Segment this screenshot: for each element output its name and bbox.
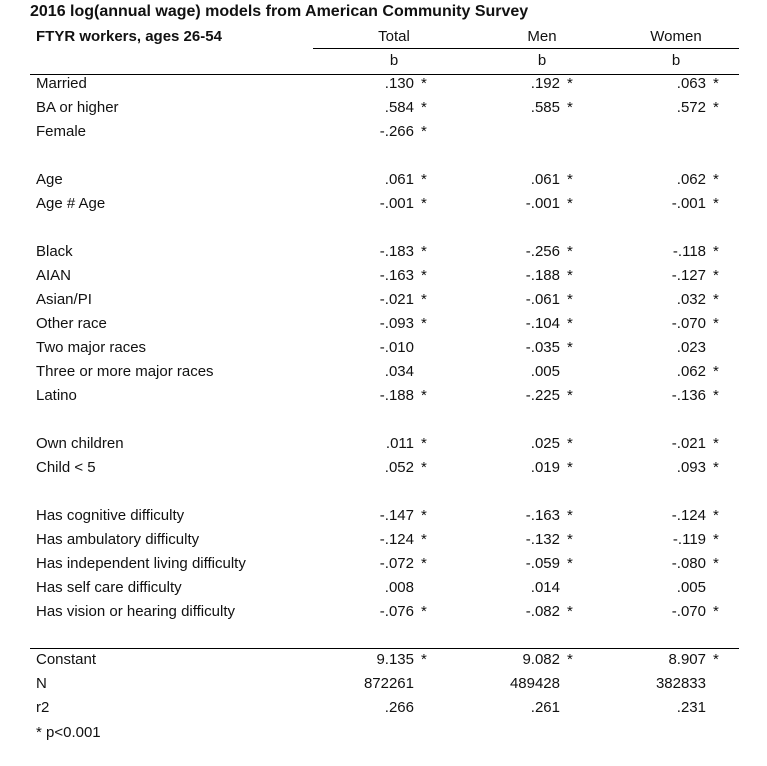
- cell-coefficient: -.001: [525, 195, 560, 212]
- cell-coefficient: 9.082: [522, 651, 560, 668]
- row-label: Child < 5: [36, 459, 96, 476]
- cell-coefficient: -.021: [671, 435, 706, 452]
- table-row: [0, 507, 767, 531]
- header-rule: [313, 48, 739, 49]
- table-row: [0, 171, 767, 195]
- table-row: [0, 291, 767, 315]
- cell-coefficient: 872261: [363, 675, 414, 692]
- cell-coefficient: .231: [676, 699, 706, 716]
- cell-coefficient: .093: [676, 459, 706, 476]
- cell-significance-star: *: [713, 531, 719, 548]
- cell-significance-star: *: [421, 315, 427, 332]
- table-row: [0, 315, 767, 339]
- cell-coefficient: -.118: [672, 243, 706, 260]
- cell-significance-star: *: [713, 243, 719, 260]
- table-row: [0, 699, 767, 723]
- cell-coefficient: .062: [676, 171, 706, 188]
- row-label: Black: [36, 243, 73, 260]
- cell-coefficient: -.072: [379, 555, 414, 572]
- cell-coefficient: .019: [530, 459, 560, 476]
- cell-coefficient: -.082: [525, 603, 560, 620]
- cell-significance-star: *: [421, 267, 427, 284]
- cell-coefficient: .008: [384, 579, 414, 596]
- cell-significance-star: *: [421, 171, 427, 188]
- cell-coefficient: .585: [530, 99, 560, 116]
- table-row: [0, 339, 767, 363]
- table-spacer-row: [0, 483, 767, 507]
- table-row: [0, 579, 767, 603]
- row-label: Female: [36, 123, 87, 140]
- cell-coefficient: .063: [676, 75, 706, 92]
- cell-coefficient: -.163: [379, 267, 414, 284]
- cell-coefficient: .011: [385, 435, 414, 452]
- cell-significance-star: *: [567, 99, 573, 116]
- row-label: Married: [36, 75, 87, 92]
- cell-coefficient: 9.135: [376, 651, 414, 668]
- row-label: N: [36, 675, 47, 692]
- cell-coefficient: -.010: [379, 339, 414, 356]
- cell-significance-star: *: [713, 651, 719, 668]
- cell-significance-star: *: [421, 123, 427, 140]
- column-header-men: Men: [527, 28, 557, 45]
- cell-significance-star: *: [567, 171, 573, 188]
- cell-coefficient: .023: [676, 339, 706, 356]
- cell-significance-star: *: [567, 507, 573, 524]
- cell-significance-star: *: [713, 603, 719, 620]
- table-row: [0, 651, 767, 675]
- row-label: Two major races: [36, 339, 147, 356]
- row-label: BA or higher: [36, 99, 119, 116]
- cell-coefficient: .032: [676, 291, 706, 308]
- cell-coefficient: -.225: [525, 387, 560, 404]
- cell-coefficient: -.001: [671, 195, 706, 212]
- cell-coefficient: -.070: [671, 315, 706, 332]
- cell-significance-star: *: [421, 75, 427, 92]
- cell-significance-star: *: [567, 339, 573, 356]
- cell-significance-star: *: [713, 99, 719, 116]
- table-row: [0, 387, 767, 411]
- cell-coefficient: -.076: [379, 603, 414, 620]
- cell-significance-star: *: [567, 315, 573, 332]
- cell-coefficient: .061: [530, 171, 560, 188]
- cell-coefficient: -.183: [379, 243, 414, 260]
- cell-significance-star: *: [713, 315, 719, 332]
- cell-significance-star: *: [567, 75, 573, 92]
- cell-coefficient: 489428: [509, 675, 560, 692]
- row-label: Has vision or hearing difficulty: [36, 603, 235, 620]
- cell-significance-star: *: [421, 99, 427, 116]
- table-spacer-row: [0, 627, 767, 651]
- table-title: 2016 log(annual wage) models from American Community Survey: [30, 3, 529, 20]
- cell-coefficient: 382833: [655, 675, 706, 692]
- cell-coefficient: .014: [530, 579, 560, 596]
- cell-significance-star: *: [567, 651, 573, 668]
- cell-significance-star: *: [567, 555, 573, 572]
- cell-coefficient: .266: [384, 699, 414, 716]
- cell-coefficient: .130: [384, 75, 414, 92]
- cell-coefficient: -.147: [379, 507, 414, 524]
- table-row: [0, 531, 767, 555]
- table-row: [0, 243, 767, 267]
- cell-coefficient: .005: [530, 363, 560, 380]
- cell-coefficient: -.104: [525, 315, 560, 332]
- cell-coefficient: -.035: [525, 339, 560, 356]
- cell-coefficient: -.124: [379, 531, 414, 548]
- cell-significance-star: *: [567, 243, 573, 260]
- row-label: Latino: [36, 387, 77, 404]
- cell-significance-star: *: [567, 603, 573, 620]
- table-spacer-row: [0, 411, 767, 435]
- cell-significance-star: *: [713, 195, 719, 212]
- cell-coefficient: -.266: [379, 123, 414, 140]
- cell-coefficient: .061: [384, 171, 414, 188]
- subheader-women: b: [671, 52, 681, 69]
- cell-coefficient: -.080: [671, 555, 706, 572]
- cell-significance-star: *: [567, 267, 573, 284]
- row-label: Has ambulatory difficulty: [36, 531, 200, 548]
- cell-significance-star: *: [713, 555, 719, 572]
- cell-significance-star: *: [421, 507, 427, 524]
- row-label: Other race: [36, 315, 107, 332]
- cell-significance-star: *: [713, 363, 719, 380]
- cell-significance-star: *: [567, 459, 573, 476]
- table-row: [0, 555, 767, 579]
- footnote: * p<0.001: [36, 724, 101, 741]
- column-header-women: Women: [650, 28, 702, 45]
- table-row: [0, 459, 767, 483]
- cell-coefficient: .034: [384, 363, 414, 380]
- cell-significance-star: *: [421, 603, 427, 620]
- cell-significance-star: *: [421, 531, 427, 548]
- row-label: Age: [36, 171, 63, 188]
- subheader-men: b: [537, 52, 547, 69]
- cell-significance-star: *: [713, 291, 719, 308]
- table-row: [0, 75, 767, 99]
- cell-significance-star: *: [421, 387, 427, 404]
- table-row: [0, 363, 767, 387]
- table-row: [0, 195, 767, 219]
- cell-significance-star: *: [567, 291, 573, 308]
- cell-coefficient: -.188: [379, 387, 414, 404]
- row-label: Asian/PI: [36, 291, 92, 308]
- cell-coefficient: -.119: [672, 531, 706, 548]
- table-row: [0, 603, 767, 627]
- cell-significance-star: *: [421, 291, 427, 308]
- cell-significance-star: *: [567, 387, 573, 404]
- cell-significance-star: *: [567, 531, 573, 548]
- cell-coefficient: -.021: [379, 291, 414, 308]
- cell-significance-star: *: [713, 507, 719, 524]
- cell-coefficient: -.001: [379, 195, 414, 212]
- cell-coefficient: 8.907: [668, 651, 706, 668]
- cell-significance-star: *: [713, 75, 719, 92]
- row-label: AIAN: [36, 267, 72, 284]
- cell-coefficient: -.070: [671, 603, 706, 620]
- cell-coefficient: .025: [530, 435, 560, 452]
- cell-coefficient: .572: [676, 99, 706, 116]
- cell-coefficient: .584: [384, 99, 414, 116]
- cell-coefficient: .052: [384, 459, 414, 476]
- cell-coefficient: -.163: [525, 507, 560, 524]
- row-label: Own children: [36, 435, 124, 452]
- cell-coefficient: -.059: [525, 555, 560, 572]
- cell-coefficient: .062: [676, 363, 706, 380]
- row-label: Constant: [36, 651, 97, 668]
- row-label: Age # Age: [36, 195, 106, 212]
- table-row: [0, 435, 767, 459]
- cell-significance-star: *: [567, 435, 573, 452]
- cell-coefficient: -.093: [379, 315, 414, 332]
- cell-coefficient: -.132: [525, 531, 560, 548]
- cell-significance-star: *: [713, 171, 719, 188]
- row-label: Has cognitive difficulty: [36, 507, 185, 524]
- cell-significance-star: *: [713, 435, 719, 452]
- table-row: [0, 99, 767, 123]
- table-spacer-row: [0, 219, 767, 243]
- cell-significance-star: *: [713, 459, 719, 476]
- cell-coefficient: -.124: [671, 507, 706, 524]
- row-label: Has self care difficulty: [36, 579, 182, 596]
- subheader-total: b: [389, 52, 399, 69]
- cell-significance-star: *: [421, 195, 427, 212]
- cell-significance-star: *: [421, 243, 427, 260]
- cell-coefficient: .261: [530, 699, 560, 716]
- row-label: Three or more major races: [36, 363, 214, 380]
- cell-coefficient: -.256: [525, 243, 560, 260]
- table-row: [0, 267, 767, 291]
- cell-significance-star: *: [713, 267, 719, 284]
- table-subtitle: FTYR workers, ages 26-54: [36, 28, 222, 45]
- cell-significance-star: *: [421, 459, 427, 476]
- cell-coefficient: -.188: [525, 267, 560, 284]
- column-header-total: Total: [378, 28, 410, 45]
- cell-significance-star: *: [713, 387, 719, 404]
- cell-significance-star: *: [567, 195, 573, 212]
- cell-coefficient: .005: [676, 579, 706, 596]
- cell-significance-star: *: [421, 435, 427, 452]
- cell-significance-star: *: [421, 651, 427, 668]
- cell-coefficient: -.061: [525, 291, 560, 308]
- cell-coefficient: -.136: [671, 387, 706, 404]
- cell-coefficient: -.127: [671, 267, 706, 284]
- table-row: [0, 123, 767, 147]
- cell-coefficient: .192: [530, 75, 560, 92]
- row-label: Has independent living difficulty: [36, 555, 246, 572]
- cell-significance-star: *: [421, 555, 427, 572]
- table-spacer-row: [0, 147, 767, 171]
- table-row: [0, 675, 767, 699]
- row-label: r2: [36, 699, 50, 716]
